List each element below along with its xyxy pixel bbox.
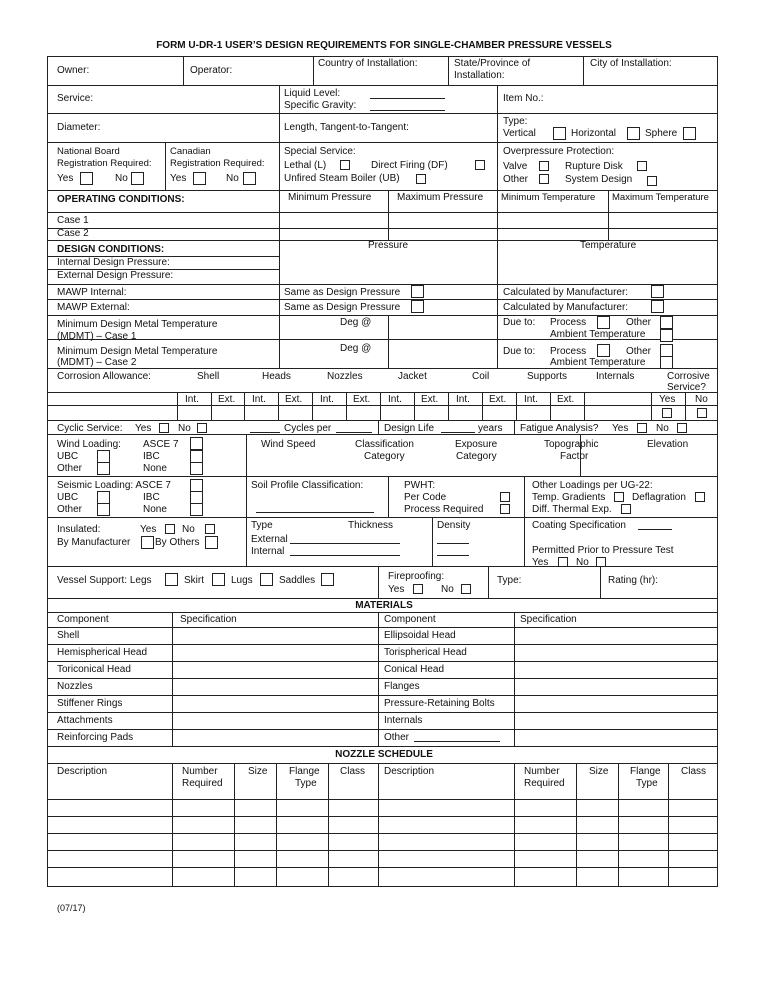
ca-ext: Ext. — [285, 394, 303, 405]
same-ext-label: Same as Design Pressure — [284, 302, 401, 313]
lugs-checkbox[interactable] — [260, 573, 273, 586]
op-other-label: Other — [503, 174, 529, 185]
form-revision: (07/17) — [57, 903, 86, 913]
owner-label: Owner: — [57, 65, 90, 76]
insulated-no-label: No — [182, 524, 195, 535]
mat-item: Pressure-Retaining Bolts — [384, 698, 495, 709]
ca-ext: Ext. — [489, 394, 507, 405]
process2-checkbox[interactable] — [597, 344, 610, 357]
mat-item: Stiffener Rings — [57, 698, 123, 709]
diameter-label: Diameter: — [57, 122, 101, 133]
internal-pressure-label: Internal Design Pressure: — [57, 257, 170, 268]
deg1-label: Deg @ — [340, 317, 372, 328]
permitted-no-checkbox[interactable] — [596, 557, 606, 567]
calc-ext-label: Calculated by Manufacturer: — [503, 302, 629, 313]
calc-int-checkbox[interactable] — [651, 285, 664, 298]
mawp-int-label: MAWP Internal: — [57, 287, 127, 298]
fatigue-yes-checkbox[interactable] — [637, 423, 647, 433]
ins-internal-label: Internal — [251, 546, 285, 557]
by-mfr-label: By Manufacturer — [57, 537, 131, 548]
wind-ubc-label: UBC — [57, 451, 79, 462]
mat-item: Conical Head — [384, 664, 445, 675]
deflagration-label: Deflagration — [632, 492, 686, 503]
mdmt1b-label: (MDMT) – Case 1 — [57, 331, 137, 342]
cycles-per-label: Cycles per — [284, 423, 332, 434]
length-label: Length, Tangent-to-Tangent: — [284, 122, 409, 133]
other-loadings-label: Other Loadings per UG-22: — [532, 480, 653, 491]
nz-type-header: Type — [295, 778, 317, 789]
seismic-none-checkbox[interactable] — [190, 503, 203, 516]
nz-class-header: Class — [340, 766, 366, 777]
external-pressure-label: External Design Pressure: — [57, 270, 174, 281]
nb-yes-checkbox[interactable] — [80, 172, 93, 185]
nz-size-header: Size — [248, 766, 268, 777]
mat-item: Flanges — [384, 681, 420, 692]
cyclic-label: Cyclic Service: — [57, 423, 123, 434]
insulated-yes-label: Yes — [140, 524, 157, 535]
nz-desc-header: Description — [57, 766, 108, 777]
insulated-yes-checkbox[interactable] — [165, 524, 175, 534]
nz-required-header: Required — [182, 778, 223, 789]
valve-label: Valve — [503, 161, 528, 172]
mat-component-header: Component — [57, 614, 109, 625]
horizontal-checkbox[interactable] — [627, 127, 640, 140]
ambient1-checkbox[interactable] — [660, 329, 673, 342]
rupture-label: Rupture Disk — [565, 161, 623, 172]
ca-heads: Heads — [262, 371, 291, 382]
nb-yes-label: Yes — [57, 173, 74, 184]
skirt-label: Skirt — [184, 575, 204, 586]
nz-size-header-2: Size — [589, 766, 609, 777]
ins-type-label: Type — [251, 520, 273, 531]
ambient2-label: Ambient Temperature — [550, 357, 646, 368]
mat-item: Shell — [57, 630, 80, 641]
horizontal-label: Horizontal — [571, 128, 617, 139]
mdmt1-label: Minimum Design Metal Temperature — [57, 319, 218, 330]
coating-label: Coating Specification — [532, 520, 626, 531]
op-other-checkbox[interactable] — [539, 174, 549, 184]
wind-class2-label: Category — [364, 451, 405, 462]
same-ext-checkbox[interactable] — [411, 300, 424, 313]
fatigue-no-checkbox[interactable] — [677, 423, 687, 433]
case2-label: Case 2 — [57, 228, 89, 239]
cyclic-no-label: No — [178, 423, 191, 434]
mat-spec-header-2: Specification — [520, 614, 577, 625]
wind-speed-label: Wind Speed — [261, 439, 316, 450]
nz-flange-header: Flange — [289, 766, 320, 777]
specific-gravity-label: Specific Gravity: — [284, 100, 357, 111]
seismic-other-label: Other — [57, 504, 83, 515]
temp-grad-label: Temp. Gradients — [532, 492, 606, 503]
ca-ext: Ext. — [353, 394, 371, 405]
wind-exposure-label: Exposure — [455, 439, 498, 450]
ca-int: Int. — [524, 394, 538, 405]
direct-firing-checkbox[interactable] — [475, 160, 485, 170]
nozzle-title: NOZZLE SCHEDULE — [335, 749, 433, 760]
nz-desc-header-2: Description — [384, 766, 435, 777]
materials-title: MATERIALS — [355, 600, 413, 611]
ca-internals: Internals — [596, 371, 635, 382]
case1-label: Case 1 — [57, 215, 89, 226]
skirt-checkbox[interactable] — [212, 573, 225, 586]
mat-item: Reinforcing Pads — [57, 732, 134, 743]
wind-ibc-label: IBC — [143, 451, 160, 462]
temp-grad-checkbox[interactable] — [614, 492, 624, 502]
fireproofing-label: Fireproofing: — [388, 571, 445, 582]
by-mfr-checkbox[interactable] — [141, 536, 154, 549]
specific-gravity-field[interactable] — [370, 110, 445, 111]
operator-label: Operator: — [190, 65, 233, 76]
ins-thickness-label: Thickness — [348, 520, 394, 531]
wind-topo2-label: Factor — [560, 451, 589, 462]
corrosive-yes-checkbox[interactable] — [662, 408, 672, 418]
saddles-checkbox[interactable] — [321, 573, 334, 586]
permitted-label: Permitted Prior to Pressure Test — [532, 545, 674, 556]
lethal-checkbox[interactable] — [340, 160, 350, 170]
permitted-yes-checkbox[interactable] — [558, 557, 568, 567]
ca-yes-checkbox[interactable] — [193, 172, 206, 185]
other1-label: Other — [626, 317, 652, 328]
seismic-ubc-label: UBC — [57, 492, 79, 503]
wind-other-checkbox[interactable] — [97, 462, 110, 475]
wind-topo-label: Topographic — [544, 439, 599, 450]
pressure-header: Pressure — [368, 240, 409, 251]
mat-item: Hemispherical Head — [57, 647, 148, 658]
mdmt2b-label: (MDMT) – Case 2 — [57, 357, 137, 368]
deflagration-checkbox[interactable] — [695, 492, 705, 502]
type-label: Type: — [503, 116, 528, 127]
wind-asce-checkbox[interactable] — [190, 437, 203, 450]
deg2-label: Deg @ — [340, 343, 372, 354]
ca-service: Service? — [667, 382, 706, 393]
mat-item: Torispherical Head — [384, 647, 467, 658]
ca-label: Canadian — [170, 146, 211, 157]
support-label: Vessel Support: Legs — [57, 575, 152, 586]
rating-label: Rating (hr): — [608, 575, 659, 586]
wind-exposure2-label: Category — [456, 451, 497, 462]
fire-no-label: No — [441, 584, 454, 595]
max-temp-label: Maximum Temperature — [612, 192, 709, 203]
corrosive-no-checkbox[interactable] — [697, 408, 707, 418]
design-title: DESIGN CONDITIONS: — [57, 244, 165, 255]
wind-none-label: None — [143, 463, 167, 474]
same-int-label: Same as Design Pressure — [284, 287, 401, 298]
ins-density-label: Density — [437, 520, 471, 531]
city-label: City of Installation: — [590, 58, 672, 69]
insulated-label: Insulated: — [57, 524, 101, 535]
wind-none-checkbox[interactable] — [190, 462, 203, 475]
lethal-label: Lethal (L) — [284, 160, 327, 171]
vertical-checkbox[interactable] — [553, 127, 566, 140]
ca-shell: Shell — [197, 371, 220, 382]
process2-label: Process — [550, 346, 587, 357]
ca-no-label: No — [226, 173, 239, 184]
operating-title: OPERATING CONDITIONS: — [57, 194, 185, 205]
wind-elevation-label: Elevation — [647, 439, 689, 450]
calc-ext-checkbox[interactable] — [651, 300, 664, 313]
per-code-label: Per Code — [404, 492, 447, 503]
permitted-no-label: No — [576, 557, 589, 568]
ca-coil: Coil — [472, 371, 490, 382]
seismic-label: Seismic Loading: ASCE 7 — [57, 480, 171, 491]
nz-number-header-2: Number — [524, 766, 560, 777]
design-life-label: Design Life — [384, 423, 435, 434]
mdmt2-label: Minimum Design Metal Temperature — [57, 346, 218, 357]
ca-label-2: Registration Required: — [170, 158, 265, 169]
min-pressure-label: Minimum Pressure — [288, 192, 372, 203]
rupture-checkbox[interactable] — [637, 161, 647, 171]
process1-label: Process — [550, 317, 587, 328]
other1-checkbox[interactable] — [660, 316, 673, 329]
seismic-none-label: None — [143, 504, 167, 515]
calc-int-label: Calculated by Manufacturer: — [503, 287, 629, 298]
diff-thermal-checkbox[interactable] — [621, 504, 631, 514]
special-service-label: Special Service: — [284, 146, 356, 157]
process-req-label: Process Required — [404, 504, 484, 515]
fire-yes-label: Yes — [388, 584, 405, 595]
min-temp-label: Minimum Temperature — [501, 192, 596, 203]
ca-int: Int. — [252, 394, 266, 405]
state-label: State/Province of Installation: — [454, 58, 531, 81]
fatigue-yes-label: Yes — [612, 423, 629, 434]
liquid-level-label: Liquid Level: — [284, 88, 341, 99]
pwht-label: PWHT: — [404, 480, 436, 491]
nb-no-label: No — [115, 173, 128, 184]
max-pressure-label: Maximum Pressure — [397, 192, 484, 203]
form-title: FORM U-DR-1 USER’S DESIGN REQUIREMENTS FOR SINGLE-CHAMBER PRESSURE VESSELS — [156, 40, 612, 51]
ca-int: Int. — [185, 394, 199, 405]
vertical-label: Vertical — [503, 128, 536, 139]
ambient2-checkbox[interactable] — [660, 356, 673, 369]
seismic-ibc-label: IBC — [143, 492, 160, 503]
per-code-checkbox[interactable] — [500, 492, 510, 502]
years-label: years — [478, 423, 503, 434]
seismic-other-checkbox[interactable] — [97, 503, 110, 516]
wind-other-label: Other — [57, 463, 83, 474]
ca-int: Int. — [388, 394, 402, 405]
other2-label: Other — [626, 346, 652, 357]
nz-number-header: Number — [182, 766, 218, 777]
ca-yes: Yes — [659, 394, 676, 405]
unfired-checkbox[interactable] — [416, 174, 426, 184]
mat-item: Nozzles — [57, 681, 93, 692]
wind-label: Wind Loading: — [57, 439, 121, 450]
mat-item: Toriconical Head — [57, 664, 131, 675]
sphere-label: Sphere — [645, 128, 678, 139]
ca-nozzles: Nozzles — [327, 371, 363, 382]
process-req-checkbox[interactable] — [500, 504, 510, 514]
mat-item: Attachments — [57, 715, 113, 726]
nz-flange-header-2: Flange — [630, 766, 661, 777]
insulated-no-checkbox[interactable] — [205, 524, 215, 534]
by-others-label: By Others — [155, 537, 200, 548]
system-design-label: System Design — [565, 174, 633, 185]
fatigue-no-label: No — [656, 423, 669, 434]
ca-ext: Ext. — [557, 394, 575, 405]
wind-asce-label: ASCE 7 — [143, 439, 179, 450]
due2-label: Due to: — [503, 346, 536, 357]
legs-checkbox[interactable] — [165, 573, 178, 586]
ca-supports: Supports — [527, 371, 568, 382]
liquid-level-field[interactable] — [370, 98, 445, 99]
country-label: Country of Installation: — [318, 58, 418, 69]
nb-label-2: Registration Required: — [57, 158, 152, 169]
due1-label: Due to: — [503, 317, 536, 328]
overpressure-label: Overpressure Protection: — [503, 146, 615, 157]
mat-item: Other — [384, 732, 410, 743]
lugs-label: Lugs — [231, 575, 253, 586]
item-no-label: Item No.: — [503, 93, 544, 104]
temperature-header: Temperature — [580, 240, 637, 251]
ca-jacket: Jacket — [398, 371, 427, 382]
unfired-label: Unfired Steam Boiler (UB) — [284, 173, 400, 184]
wind-class-label: Classification — [355, 439, 414, 450]
mat-item: Internals — [384, 715, 423, 726]
cyclic-no-checkbox[interactable] — [197, 423, 207, 433]
ca-ext: Ext. — [421, 394, 439, 405]
same-int-checkbox[interactable] — [411, 285, 424, 298]
corrosion-label: Corrosion Allowance: — [57, 371, 151, 382]
nb-label: National Board — [57, 146, 120, 157]
ambient1-label: Ambient Temperature — [550, 329, 646, 340]
cyclic-yes-label: Yes — [135, 423, 152, 434]
system-design-checkbox[interactable] — [647, 176, 657, 186]
process1-checkbox[interactable] — [597, 316, 610, 329]
mawp-ext-label: MAWP External: — [57, 302, 130, 313]
diff-thermal-label: Diff. Thermal Exp. — [532, 504, 612, 515]
nz-type-header-2: Type — [636, 778, 658, 789]
mat-spec-header: Specification — [180, 614, 237, 625]
ca-no: No — [695, 394, 708, 405]
nz-required-header-2: Required — [524, 778, 565, 789]
fire-type-label: Type: — [497, 575, 522, 586]
mat-item: Ellipsoidal Head — [384, 630, 456, 641]
ins-external-label: External — [251, 534, 288, 545]
cyclic-yes-checkbox[interactable] — [159, 423, 169, 433]
ca-yes-label: Yes — [170, 173, 187, 184]
soil-label: Soil Profile Classification: — [251, 480, 364, 491]
ca-no-checkbox[interactable] — [243, 172, 256, 185]
fire-yes-checkbox[interactable] — [413, 584, 423, 594]
ca-int: Int. — [320, 394, 334, 405]
direct-firing-label: Direct Firing (DF) — [371, 160, 448, 171]
fire-no-checkbox[interactable] — [461, 584, 471, 594]
saddles-label: Saddles — [279, 575, 316, 586]
sphere-checkbox[interactable] — [683, 127, 696, 140]
mat-component-header-2: Component — [384, 614, 436, 625]
permitted-yes-label: Yes — [532, 557, 549, 568]
by-others-checkbox[interactable] — [205, 536, 218, 549]
ca-ext: Ext. — [218, 394, 236, 405]
ca-int: Int. — [456, 394, 470, 405]
service-label: Service: — [57, 93, 94, 104]
fatigue-label: Fatigue Analysis? — [520, 423, 599, 434]
nb-no-checkbox[interactable] — [131, 172, 144, 185]
valve-checkbox[interactable] — [539, 161, 549, 171]
nz-class-header-2: Class — [681, 766, 707, 777]
ca-corrosive: Corrosive — [667, 371, 710, 382]
